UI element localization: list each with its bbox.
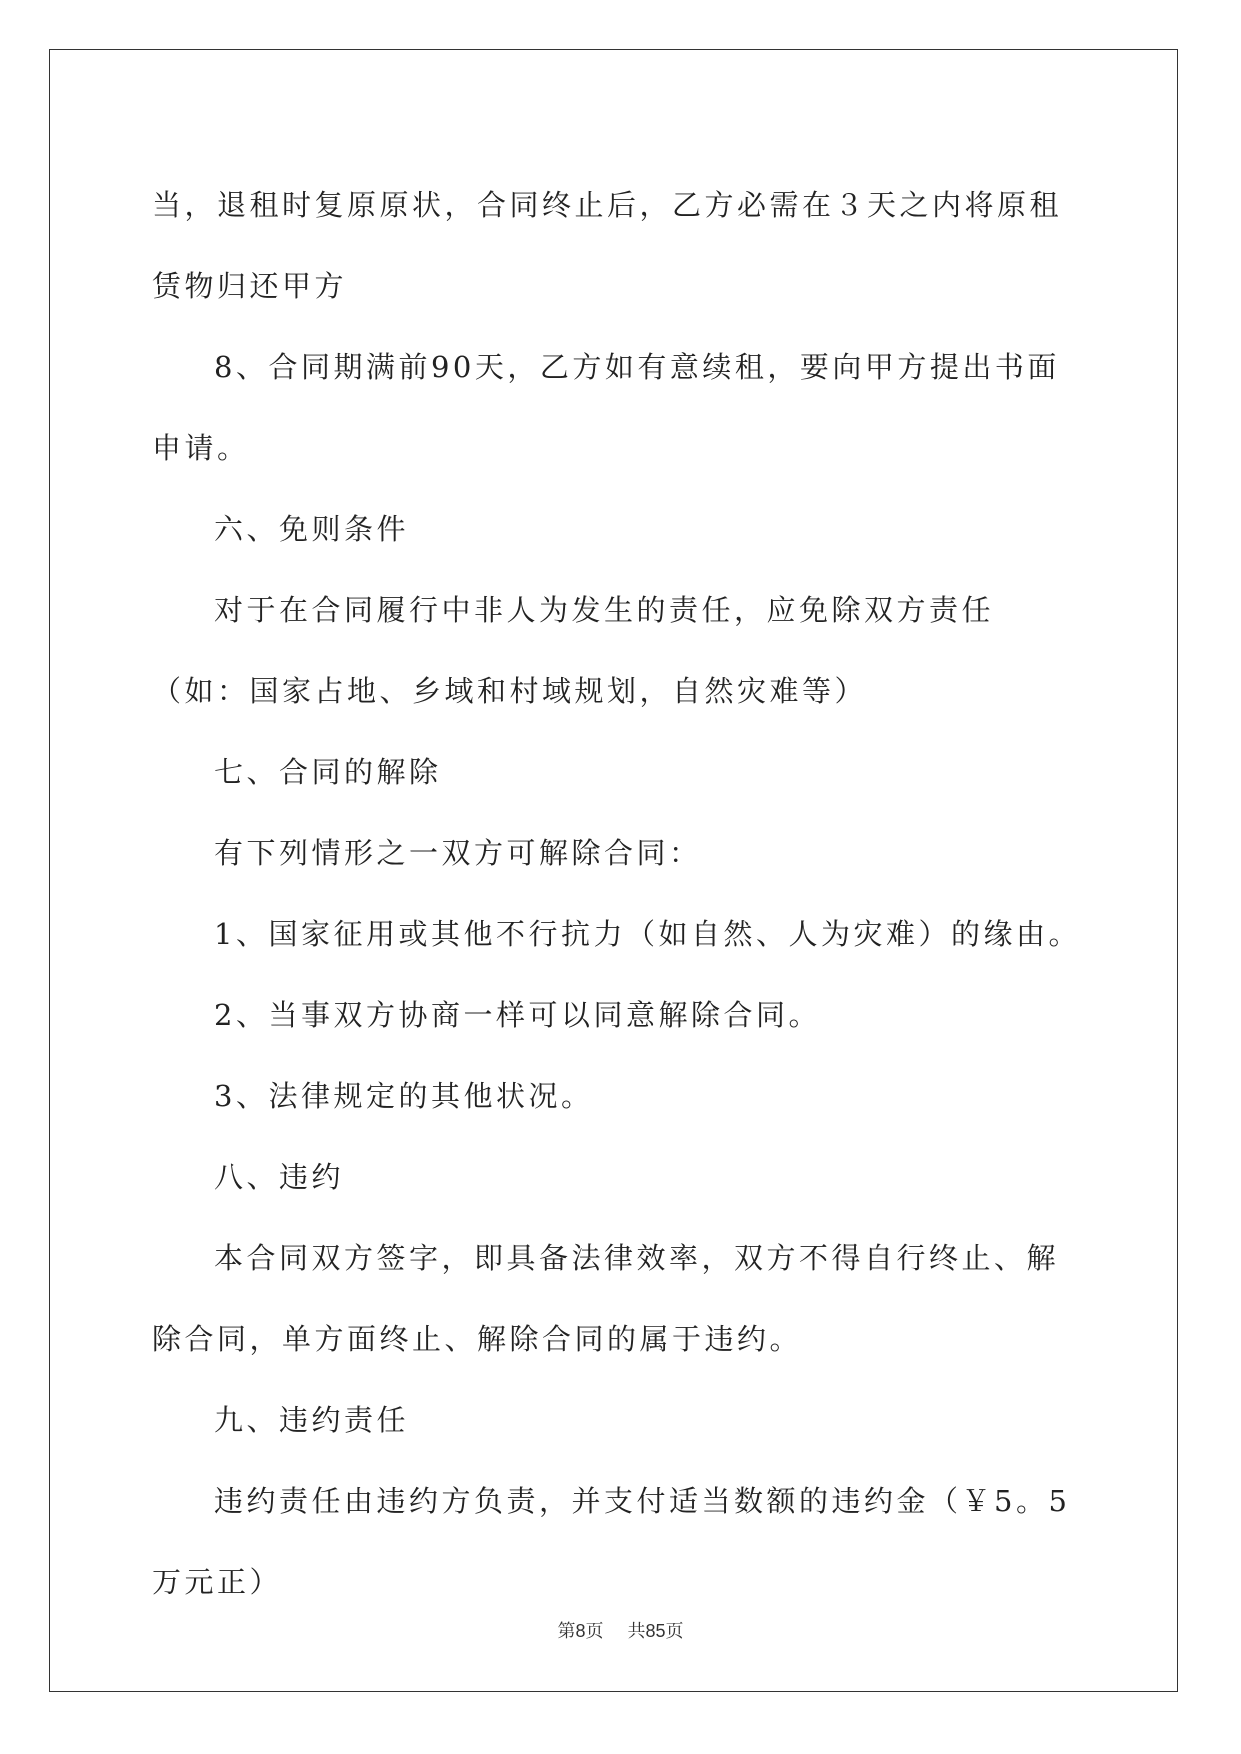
paragraph: 违约责任由违约方负责，并支付适当数额的违约金（￥5。5万元正） (152, 1484, 1071, 1599)
paragraph: 有下列情形之一双方可解除合同： (214, 836, 702, 870)
paragraph: 本合同双方签字，即具备法律效率，双方不得自行终止、解除合同，单方面终止、解除合同的属于违约。 (152, 1241, 1060, 1356)
list-item: 1、国家征用或其他不行抗力（如自然、人为灾难）的缘由。 (214, 917, 1081, 951)
document-body (152, 165, 1082, 1623)
total-pages-label: 共85页 (627, 1621, 684, 1641)
section-heading: 七、合同的解除 (214, 755, 442, 789)
list-item: 2、当事双方协商一样可以同意解除合同。 (214, 998, 821, 1032)
section-heading: 九、违约责任 (214, 1403, 410, 1437)
paragraph: 当，退租时复原原状，合同终止后，乙方必需在３天之内将原租赁物归还甲方 (152, 188, 1063, 303)
paragraph: 8、合同期满前90天，乙方如有意续租，要向甲方提出书面申请。 (152, 350, 1060, 465)
current-page-label: 第8页 (557, 1621, 604, 1641)
section-heading: 八、违约 (214, 1160, 345, 1194)
page-footer (0, 1617, 1241, 1643)
section-heading: 六、免则条件 (214, 512, 410, 546)
list-item: 3、法律规定的其他状况。 (214, 1079, 594, 1113)
paragraph: 对于在合同履行中非人为发生的责任，应免除双方责任（如：国家占地、乡域和村域规划，自然灾难等） (152, 593, 995, 708)
